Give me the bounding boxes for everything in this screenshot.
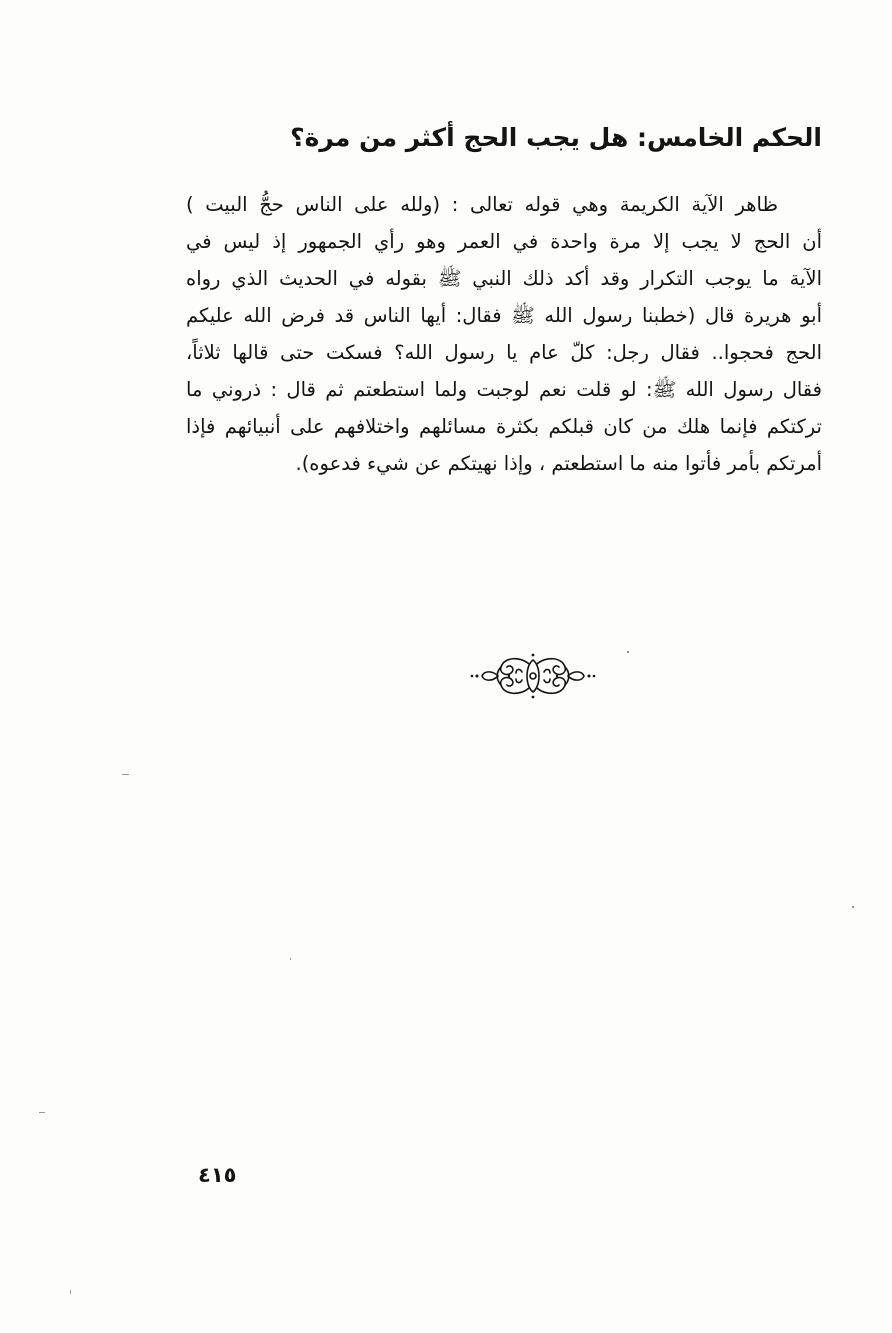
paragraph-line: أمرتكم بأمر فأتوا منه ما استطعتم ، وإذا نهيتكم عن شيء فدعوه).: [295, 452, 822, 475]
paper-speck: [70, 1290, 71, 1294]
paragraph-line: الحج فحجوا.. فقال رجل: كلّ عام يا رسول الله؟ فسكت حتى قالها ثلاثاً،: [186, 341, 822, 364]
paper-speck: [627, 651, 629, 653]
arabesque-divider-ornament-icon: [466, 648, 600, 704]
page-number: ٤١٥: [198, 1163, 237, 1187]
paragraph-line: فقال رسول الله ﷺ: لو قلت نعم لوجبت ولما استطعتم ثم قال : ذروني ما: [186, 378, 822, 401]
paragraph-line: تركتكم فإنما هلك من كان قبلكم بكثرة مسائلهم واختلافهم على أنبيائهم فإذا: [186, 415, 822, 438]
paragraph-line: الآية ما يوجب التكرار وقد أكد ذلك النبي ﷺ بقوله في الحديث الذي رواه: [186, 267, 822, 290]
paper-speck: [39, 1112, 45, 1113]
paper-speck: [122, 774, 129, 775]
paper-speck: [852, 906, 854, 908]
paragraph-line: أبو هريرة قال (خطبنا رسول الله ﷺ فقال: أيها الناس قد فرض الله عليكم: [186, 304, 822, 327]
paragraph-line: أن الحج لا يجب إلا مرة واحدة في العمر وهو رأي الجمهور إذ ليس في: [186, 230, 822, 253]
paragraph-line: ظاهر الآية الكريمة وهي قوله تعالى : (ولله على الناس حجُّ البيت ): [186, 193, 778, 216]
section-heading: الحكم الخامس: هل يجب الحج أكثر من مرة؟: [290, 123, 822, 152]
paper-speck: [290, 958, 291, 960]
paragraph: [186, 186, 822, 482]
